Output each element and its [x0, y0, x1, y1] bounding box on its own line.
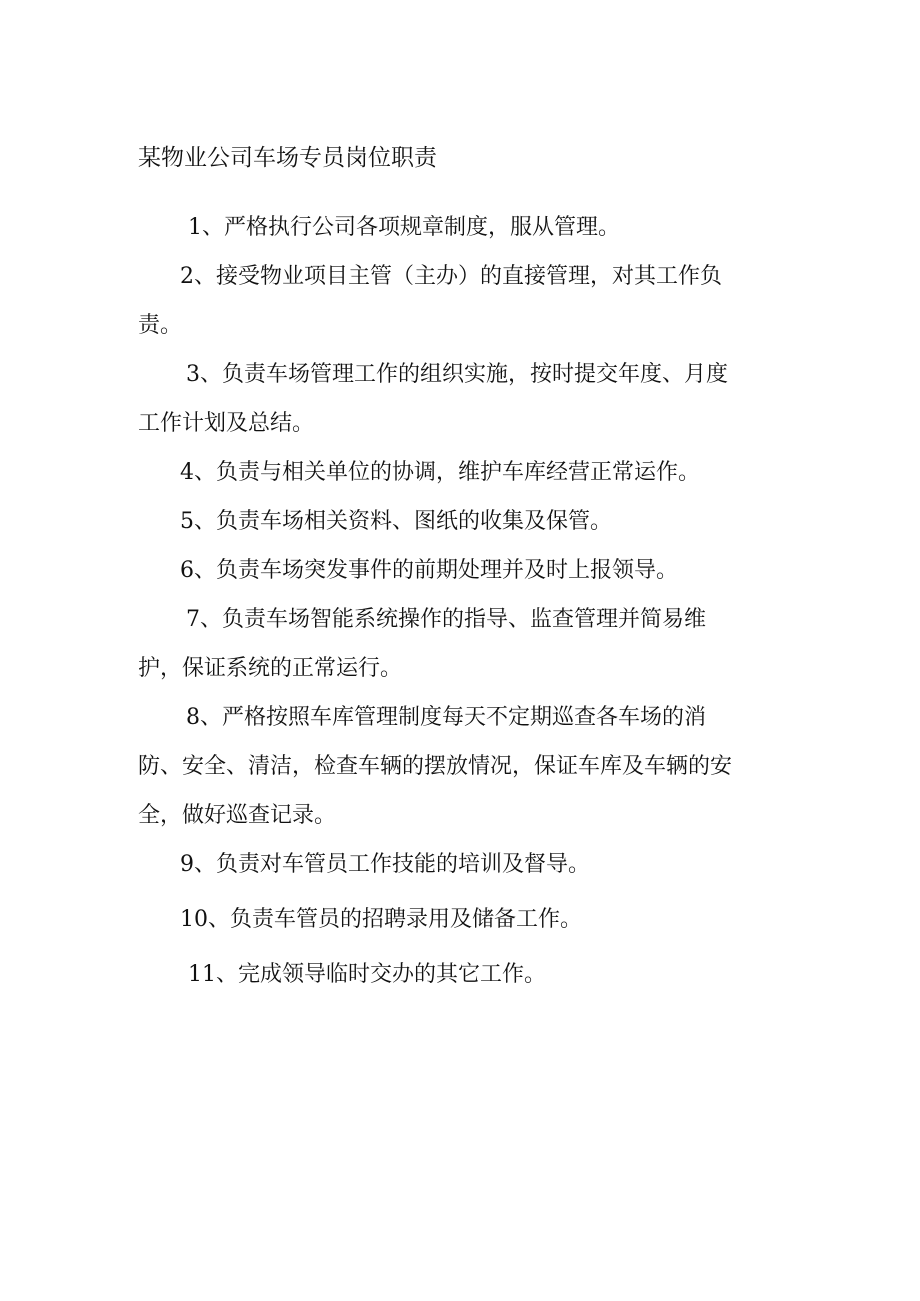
duty-item-line: 防、安全、清洁，检查车辆的摆放情况，保证车库及车辆的安 [138, 754, 733, 779]
duty-item-line: 9、负责对车管员工作技能的培训及督导。 [180, 852, 590, 877]
duty-item-line: 工作计划及总结。 [138, 411, 315, 436]
duty-item-line: 3、负责车场管理工作的组织实施，按时提交年度、月度 [186, 362, 728, 387]
duty-item-line: 责。 [138, 313, 183, 338]
duty-item-line: 7、负责车场智能系统操作的指导、监查管理并简易维 [186, 607, 706, 632]
duty-item-line: 1、严格执行公司各项规章制度，服从管理。 [188, 215, 620, 240]
duty-item-line: 全，做好巡查记录。 [138, 803, 337, 828]
duty-item-line: 8、严格按照车库管理制度每天不定期巡查各车场的消 [186, 705, 706, 730]
duty-item-line: 4、负责与相关单位的协调，维护车库经营正常运作。 [180, 460, 700, 485]
duty-item-line: 6、负责车场突发事件的前期处理并及时上报领导。 [180, 558, 678, 583]
duty-item-line: 11、完成领导临时交办的其它工作。 [188, 962, 546, 987]
duty-item-line: 护，保证系统的正常运行。 [138, 656, 403, 681]
document-title: 某物业公司车场专员岗位职责 [138, 145, 437, 171]
duty-item-line: 5、负责车场相关资料、图纸的收集及保管。 [180, 509, 612, 534]
duty-item-line: 10、负责车管员的招聘录用及储备工作。 [180, 907, 582, 932]
duty-item-line: 2、接受物业项目主管（主办）的直接管理，对其工作负 [180, 264, 722, 289]
